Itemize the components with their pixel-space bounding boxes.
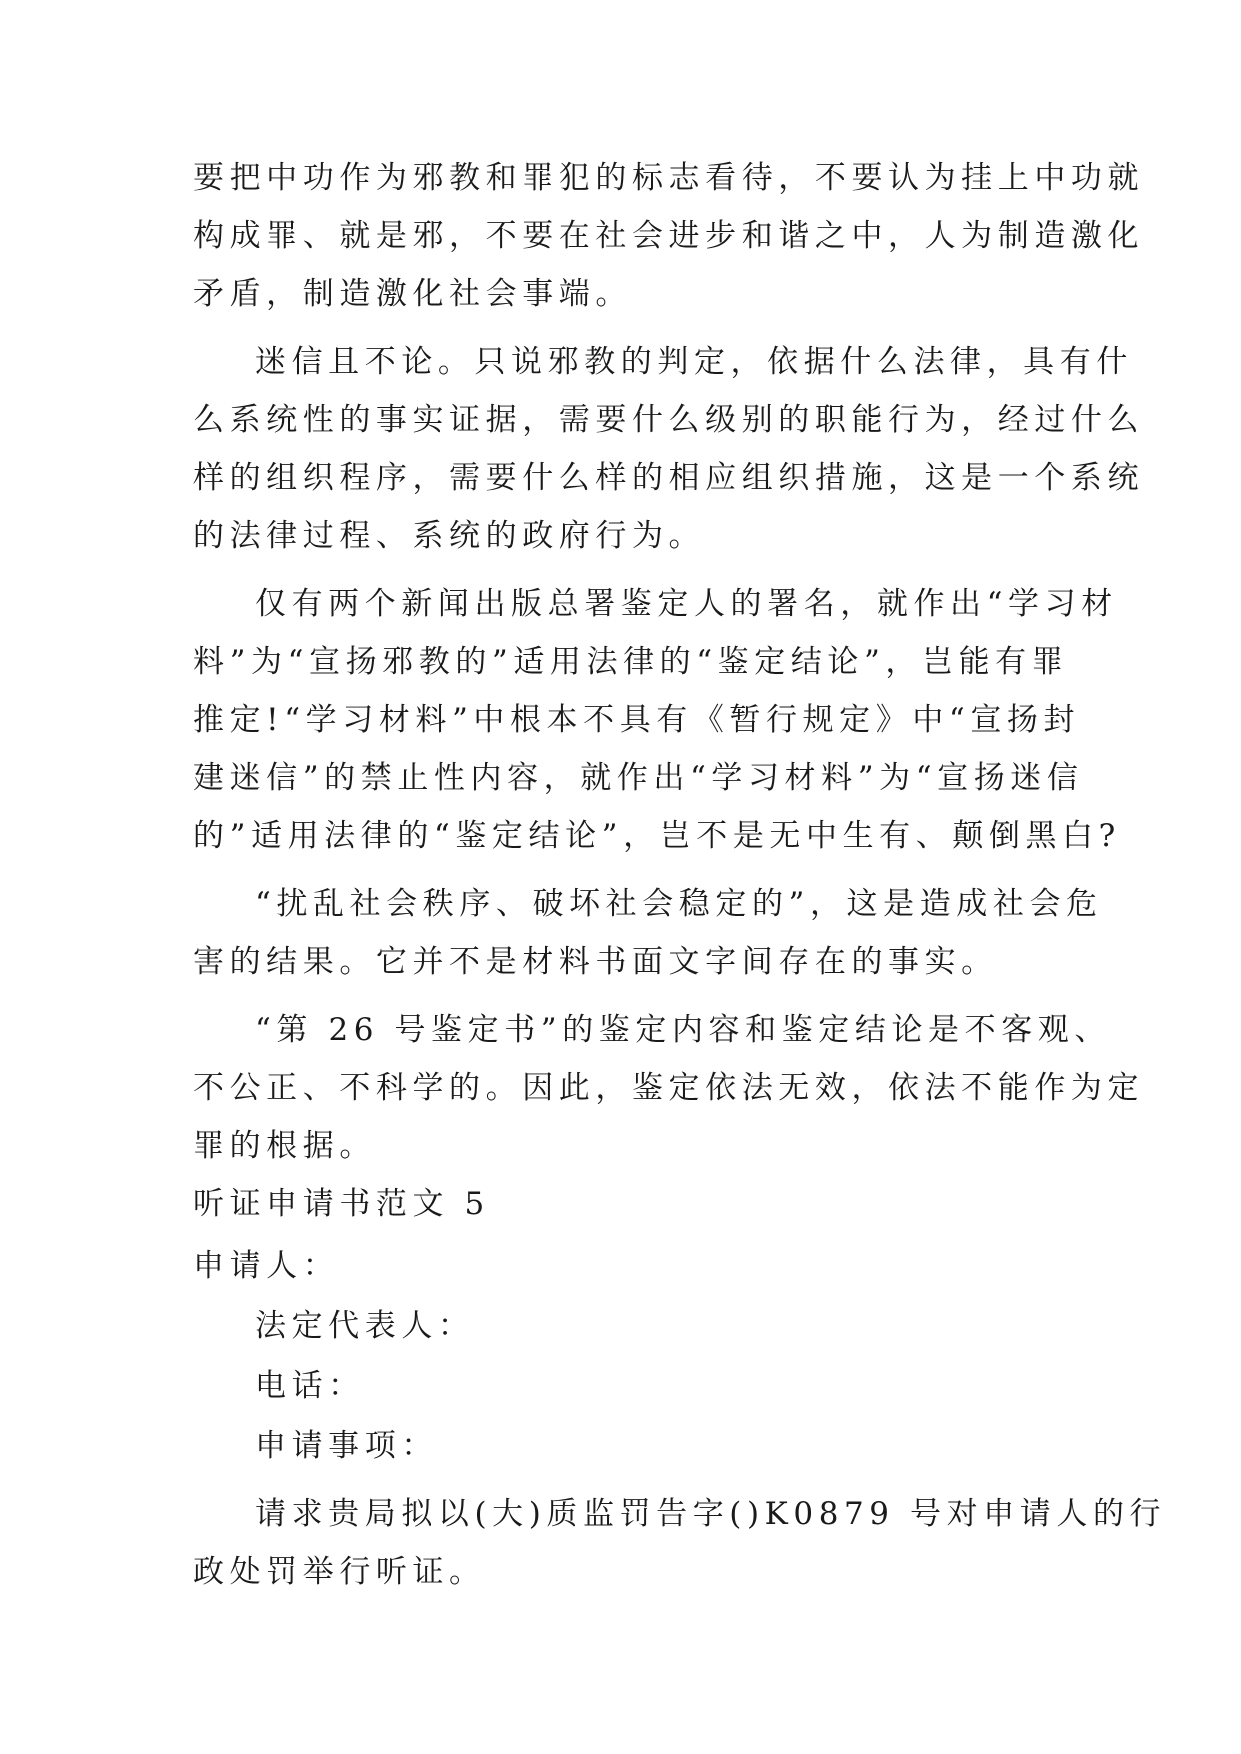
paragraph-line: 料”为“宣扬邪教的”适用法律的“鉴定结论”，岂能有罪: [193, 644, 1069, 680]
paragraph-line: 的”适用法律的“鉴定结论”，岂不是无中生有、颠倒黑白?: [193, 818, 1121, 854]
paragraph-line: 矛盾，制造激化社会事端。: [193, 276, 632, 312]
paragraph-line: “扰乱社会秩序、破坏社会稳定的”，这是造成社会危: [255, 886, 1103, 922]
paragraph-line: “第 26 号鉴定书”的鉴定内容和鉴定结论是不客观、: [255, 1012, 1111, 1048]
paragraph-line: 要把中功作为邪教和罪犯的标志看待，不要认为挂上中功就: [193, 160, 1145, 196]
paragraph-line: 害的结果。它并不是材料书面文字间存在的事实。: [193, 944, 998, 980]
paragraph-line: 样的组织程序，需要什么样的相应组织措施，这是一个系统: [193, 460, 1145, 496]
field-label-phone: 电话：: [255, 1368, 365, 1404]
paragraph-line: 构成罪、就是邪，不要在社会进步和谐之中，人为制造激化: [193, 218, 1145, 254]
field-label-applicant: 申请人：: [193, 1248, 340, 1284]
field-label-request-items: 申请事项：: [255, 1428, 438, 1464]
paragraph-line: 推定!“学习材料”中根本不具有《暂行规定》中“宣扬封: [193, 702, 1081, 738]
paragraph-line: 仅有两个新闻出版总署鉴定人的署名，就作出“学习材: [255, 586, 1118, 622]
paragraph-line: 迷信且不论。只说邪教的判定，依据什么法律，具有什: [255, 344, 1133, 380]
paragraph-line: 政处罚举行听证。: [193, 1554, 486, 1590]
paragraph-line: 不公正、不科学的。因此，鉴定依法无效，依法不能作为定: [193, 1070, 1145, 1106]
paragraph-line: 的法律过程、系统的政府行为。: [193, 518, 706, 554]
paragraph-line: 请求贵局拟以(大)质监罚告字()K0879 号对申请人的行: [255, 1496, 1167, 1532]
paragraph-line: 建迷信”的禁止性内容，就作出“学习材料”为“宣扬迷信: [193, 760, 1084, 796]
section-heading: 听证申请书范文 5: [193, 1186, 490, 1222]
paragraph-line: 罪的根据。: [193, 1128, 376, 1164]
field-label-legal-representative: 法定代表人：: [255, 1308, 475, 1344]
paragraph-line: 么系统性的事实证据，需要什么级别的职能行为，经过什么: [193, 402, 1145, 438]
